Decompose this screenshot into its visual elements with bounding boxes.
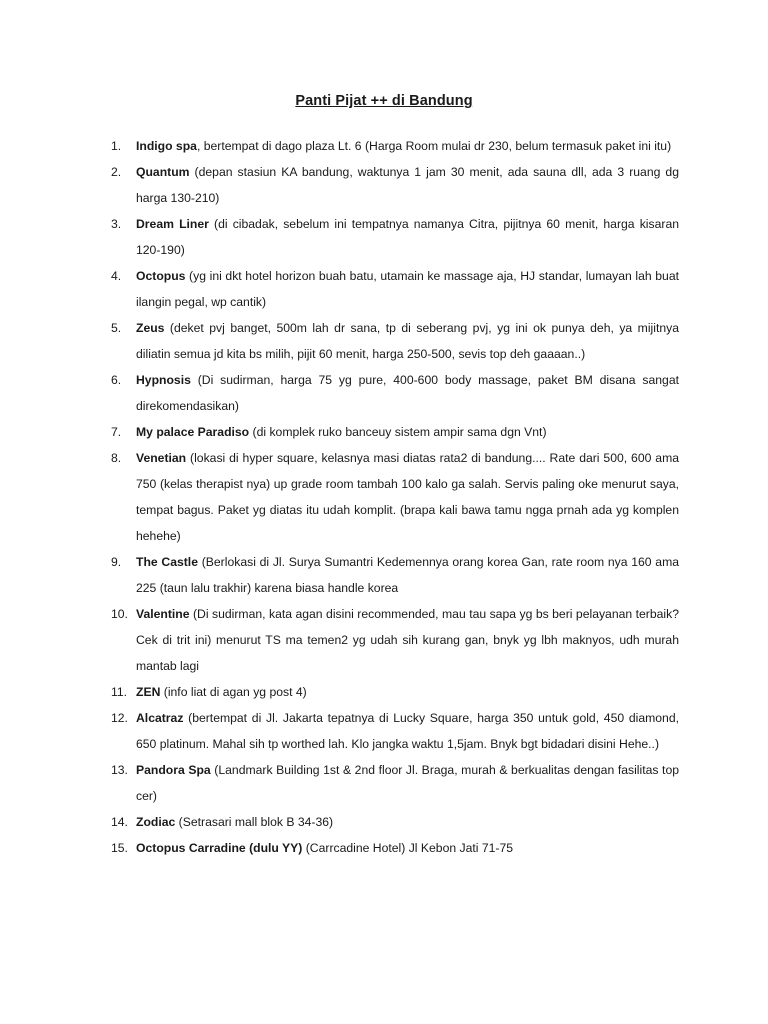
item-description: (di cibadak, sebelum ini tempatnya namanya Citra, pijitnya 60 menit, harga kisaran 120-190) xyxy=(136,217,679,257)
item-name: Octopus Carradine (dulu YY) xyxy=(136,841,303,855)
item-number: 6. xyxy=(111,373,122,387)
item-name: Zeus xyxy=(136,321,165,335)
item-description: (depan stasiun KA bandung, waktunya 1 jam 30 menit, ada sauna dll, ada 3 ruang dg harga 130-210) xyxy=(136,165,679,205)
item-name: ZEN xyxy=(136,685,161,699)
item-name: Indigo spa xyxy=(136,139,197,153)
item-description: (info liat di agan yg post 4) xyxy=(160,685,307,699)
item-number: 15. xyxy=(111,841,128,855)
item-number: 2. xyxy=(111,165,122,179)
item-description: (deket pvj banget, 500m lah dr sana, tp di seberang pvj, yg ini ok punya deh, ya mijitnya diliatin semua jd kita bs milih, pijit 60 menit, harga 250-500, sevis top deh gaaaan..) xyxy=(136,321,679,361)
item-name: Zodiac xyxy=(136,815,176,829)
list-item xyxy=(0,679,768,705)
list-item xyxy=(0,835,768,861)
list-item xyxy=(0,133,768,159)
item-number: 10. xyxy=(111,607,128,621)
item-description: (bertempat di Jl. Jakarta tepatnya di Lucky Square, harga 350 untuk gold, 450 diamond, 650 platinum. Mahal sih tp worthed lah. Klo jangka waktu 1,5jam. Bnyk bgt bidadari disini Hehe..) xyxy=(136,711,679,751)
item-name: Hypnosis xyxy=(136,373,191,387)
item-name: Dream Liner xyxy=(136,217,209,231)
list-item xyxy=(0,705,768,757)
item-name: Alcatraz xyxy=(136,711,184,725)
item-name: Pandora Spa xyxy=(136,763,211,777)
item-description: (Setrasari mall blok B 34-36) xyxy=(175,815,334,829)
item-number: 3. xyxy=(111,217,122,231)
item-name: Octopus xyxy=(136,269,186,283)
list-item xyxy=(0,159,768,211)
list-item xyxy=(0,419,768,445)
item-description: (Di sudirman, harga 75 yg pure, 400-600 body massage, paket BM disana sangat direkomendasikan) xyxy=(136,373,679,413)
list-item xyxy=(0,445,768,549)
item-name: The Castle xyxy=(136,555,198,569)
list-item xyxy=(0,315,768,367)
item-number: 14. xyxy=(111,815,128,829)
item-number: 11. xyxy=(111,685,128,699)
spa-list xyxy=(0,133,768,861)
item-description: (lokasi di hyper square, kelasnya masi diatas rata2 di bandung.... Rate dari 500, 600 ama 750 (kelas therapist nya) up grade room tambah 100 kalo ga salah. Servis paling oke menurut saya, tempat bagus. Paket yg diatas itu udah komplit. (brapa kali bawa tamu ngga prnah ada yg komplen hehehe) xyxy=(136,451,679,543)
item-number: 8. xyxy=(111,451,122,465)
item-name: My palace Paradiso xyxy=(136,425,250,439)
list-item xyxy=(0,757,768,809)
list-item xyxy=(0,809,768,835)
list-item xyxy=(0,263,768,315)
document-title: Panti Pijat ++ di Bandung xyxy=(295,93,473,109)
item-description: (Berlokasi di Jl. Surya Sumantri Kedemennya orang korea Gan, rate room nya 160 ama 225 (taun lalu trakhir) karena biasa handle korea xyxy=(136,555,679,595)
item-description: (Di sudirman, kata agan disini recommended, mau tau sapa yg bs beri pelayanan terbaik? Cek di trit ini) menurut TS ma temen2 yg udah sih kurang gan, bnyk yg lbh maknyos, udh murah mantab lagi xyxy=(136,607,679,673)
item-description: (Carrcadine Hotel) Jl Kebon Jati 71-75 xyxy=(302,841,514,855)
item-number: 1. xyxy=(111,139,122,153)
item-number: 7. xyxy=(111,425,122,439)
list-item xyxy=(0,367,768,419)
item-number: 4. xyxy=(111,269,122,283)
item-number: 9. xyxy=(111,555,122,569)
item-name: Valentine xyxy=(136,607,190,621)
list-item xyxy=(0,601,768,679)
item-description: (di komplek ruko banceuy sistem ampir sama dgn Vnt) xyxy=(249,425,547,439)
item-number: 5. xyxy=(111,321,122,335)
list-item xyxy=(0,549,768,601)
item-description: (yg ini dkt hotel horizon buah batu, utamain ke massage aja, HJ standar, lumayan lah buat ilangin pegal, wp cantik) xyxy=(136,269,679,309)
item-number: 12. xyxy=(111,711,128,725)
item-description: , bertempat di dago plaza Lt. 6 (Harga Room mulai dr 230, belum termasuk paket ini itu) xyxy=(196,139,672,153)
item-description: (Landmark Building 1st & 2nd floor Jl. Braga, murah & berkualitas dengan fasilitas top cer) xyxy=(136,763,680,803)
item-name: Quantum xyxy=(136,165,190,179)
item-name: Venetian xyxy=(136,451,187,465)
item-number: 13. xyxy=(111,763,128,777)
list-item xyxy=(0,211,768,263)
